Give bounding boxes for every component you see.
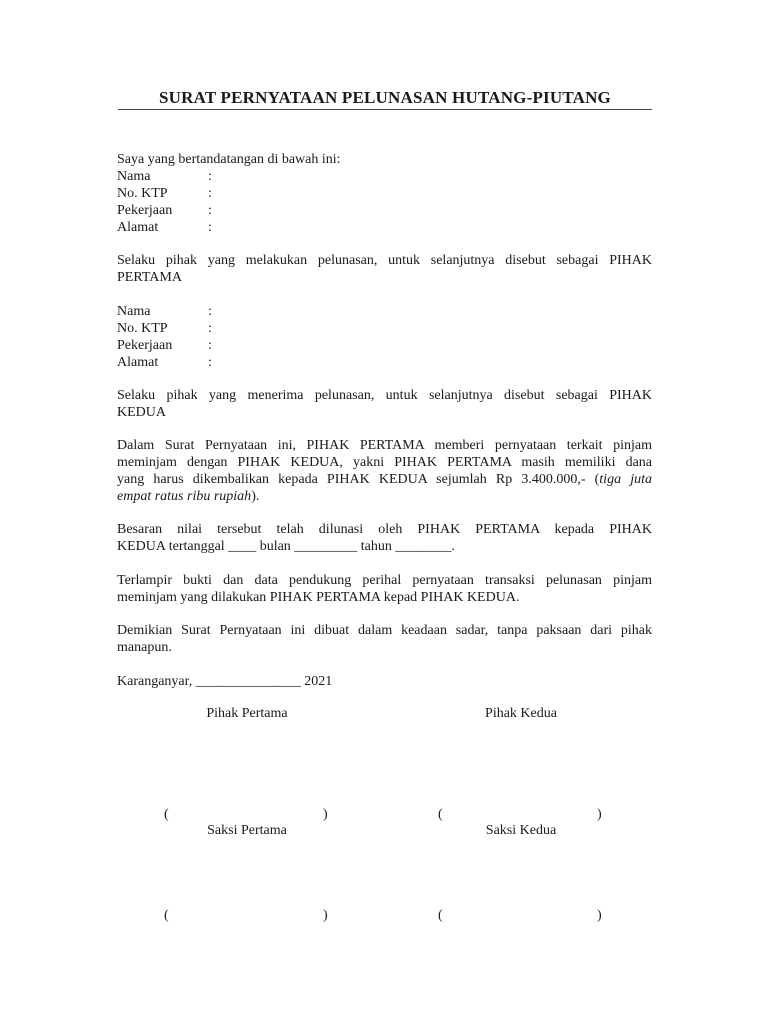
field-label-pekerjaan-1: Pekerjaan [117, 203, 173, 218]
signature-close-paren: ) [323, 807, 328, 822]
saksi-pertama-label: Saksi Pertama [207, 823, 287, 838]
field-colon: : [208, 304, 212, 319]
amount-words: tiga juta [599, 472, 652, 487]
field-label-alamat-1: Alamat [117, 220, 159, 235]
field-colon: : [208, 220, 212, 235]
field-label-alamat-2: Alamat [117, 355, 159, 370]
field-colon: : [208, 186, 212, 201]
paragraph-line: PERTAMA [117, 270, 182, 285]
title-underline [118, 109, 652, 110]
intro-text: Saya yang bertandatangan di bawah ini: [117, 152, 341, 167]
paragraph-line [117, 471, 652, 488]
paragraph-line: Demikian Surat Pernyataan ini dibuat dalam keadaan sadar, tanpa paksaan dari pihak [117, 623, 652, 638]
field-label-ktp-1: No. KTP [117, 186, 168, 201]
amount-words: empat ratus ribu rupiah [117, 489, 252, 504]
amount-text: yang harus dikembalikan kepada PIHAK KEDUA sejumlah Rp 3.400.000,- ( [117, 472, 600, 487]
pihak-kedua-description [117, 387, 652, 421]
paragraph-line: meminjam yang dilakukan PIHAK PERTAMA kepad PIHAK KEDUA. [117, 590, 520, 605]
signature-open-paren: ( [438, 807, 443, 822]
pihak-kedua-label: Pihak Kedua [485, 706, 557, 721]
field-label-pekerjaan-2: Pekerjaan [117, 338, 173, 353]
closing-paragraph [117, 622, 652, 656]
field-label-ktp-2: No. KTP [117, 321, 168, 336]
paragraph-line: KEDUA [117, 405, 166, 420]
signature-open-paren: ( [164, 807, 169, 822]
statement-paragraph [117, 437, 652, 505]
signature-close-paren: ) [597, 807, 602, 822]
field-label-nama-2: Nama [117, 304, 151, 319]
field-colon: : [208, 169, 212, 184]
paragraph-line: Terlampir bukti dan data pendukung perihal pernyataan transaksi pelunasan pinjam [117, 573, 652, 588]
paragraph-line: Selaku pihak yang menerima pelunasan, untuk selanjutnya disebut sebagai PIHAK [117, 388, 652, 403]
field-colon: : [208, 203, 212, 218]
paragraph-line: Selaku pihak yang melakukan pelunasan, untuk selanjutnya disebut sebagai PIHAK [117, 253, 652, 268]
field-label-nama-1: Nama [117, 169, 151, 184]
amount-close: ). [251, 489, 260, 504]
pihak-pertama-label: Pihak Pertama [206, 706, 288, 721]
signature-close-paren: ) [597, 908, 602, 923]
signature-open-paren: ( [164, 908, 169, 923]
paragraph-line: manapun. [117, 640, 172, 655]
place-date: Karanganyar, _______________ 2021 [117, 674, 333, 689]
paragraph-line: Dalam Surat Pernyataan ini, PIHAK PERTAMA memberi pernyataan terkait pinjam [117, 438, 652, 453]
saksi-kedua-label: Saksi Kedua [485, 823, 557, 838]
pihak-pertama-description [117, 252, 652, 286]
field-colon: : [208, 355, 212, 370]
field-colon: : [208, 338, 212, 353]
signature-close-paren: ) [323, 908, 328, 923]
paragraph-line: meminjam dengan PIHAK KEDUA, yakni PIHAK PERTAMA masih memiliki dana [117, 455, 652, 470]
paragraph-line: KEDUA tertanggal ____ bulan _________ tahun ________. [117, 539, 455, 554]
paid-paragraph [117, 521, 652, 555]
paragraph-line: Besaran nilai tersebut telah dilunasi oleh PIHAK PERTAMA kepada PIHAK [117, 522, 652, 537]
field-colon: : [208, 321, 212, 336]
attachment-paragraph [117, 572, 652, 606]
document-title: SURAT PERNYATAAN PELUNASAN HUTANG-PIUTANG [159, 88, 611, 107]
paragraph-line [117, 488, 652, 505]
signature-open-paren: ( [438, 908, 443, 923]
